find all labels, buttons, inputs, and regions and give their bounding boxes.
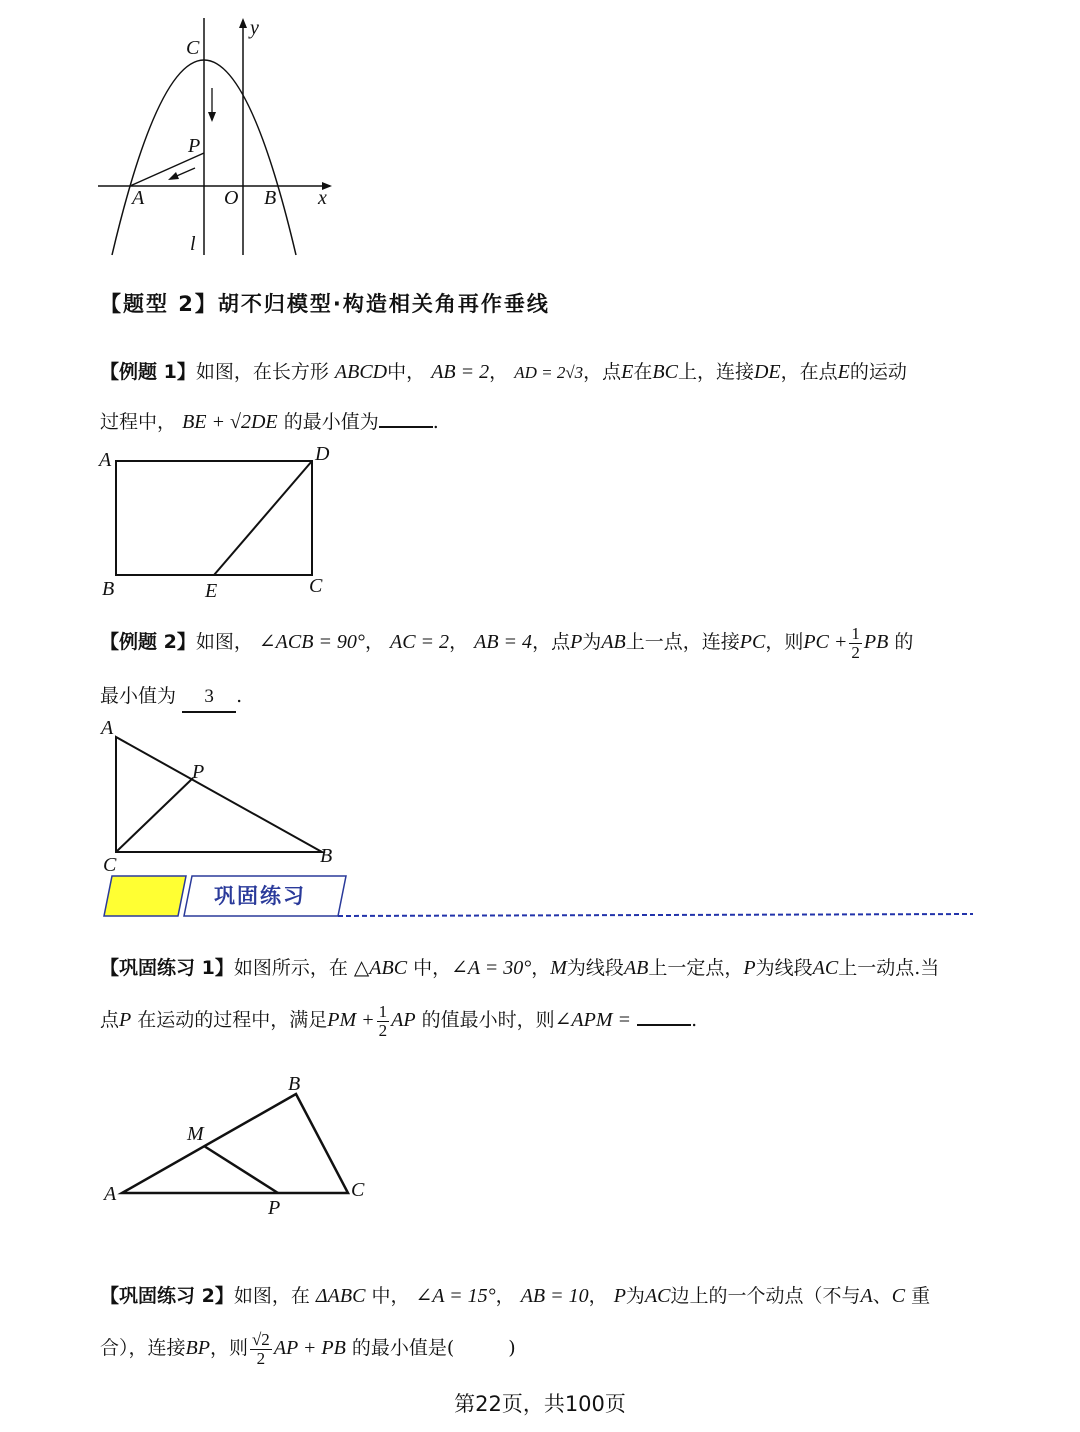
y-axis-arrow [239,18,247,28]
text: 如图，在长方形 [195,361,329,383]
math-pc: PC [739,631,766,653]
practice1-line1 [100,954,939,982]
math-e: E [621,361,634,383]
text: ，点 [532,631,571,653]
answer-value: 3 [182,683,236,713]
math-expr: BE + √2DE [182,411,278,433]
math-pc: PC + [803,631,848,653]
text: 的最小值为 [283,411,379,433]
math-ab: AB = 2 [431,361,490,383]
text: 中， [413,957,452,979]
label-a: A [104,1183,117,1205]
text: 中， [371,1285,410,1307]
label-c: C [351,1179,365,1201]
text: 的 [894,631,914,653]
arrow-left-head [168,172,179,180]
text: 重 [911,1285,931,1307]
rectangle-abcd [116,461,312,575]
math-ac: AC [644,1285,671,1307]
math-ab: AB = 4 [474,631,533,653]
text: 的值最小时，则 [421,1009,555,1031]
text: . [236,685,243,707]
label-e: E [205,580,218,602]
text: 在运动的过程中，满足 [137,1009,328,1031]
numerator: 1 [378,1001,388,1021]
math-ab: AB [601,631,626,653]
math-triangle: ΔABC [315,1285,366,1307]
text: 如图， [195,631,253,653]
math-angle: ∠A = 30° [451,957,532,979]
label-p: P [268,1197,281,1218]
text: 为线段 [755,957,813,979]
banner-dashed-line [338,914,973,916]
answer-blank [379,406,433,428]
label-a: A [132,187,145,209]
denominator: 2 [256,1348,266,1368]
math-ap: AP [391,1009,416,1031]
math-ac: AC = 2 [390,631,450,653]
example1-tag: 【例题 1】 [100,361,196,383]
practice1-line2 [100,1000,697,1040]
text: 点 [100,1009,120,1031]
segment-de [214,461,312,575]
label-b: B [288,1073,301,1095]
math-a: A [860,1285,873,1307]
triangle-figure-acb [95,712,355,877]
math-pm: PM + [327,1009,375,1031]
fraction [849,625,862,662]
label-c: C [309,575,323,597]
example2-tag: 【例题 2】 [100,631,196,653]
text: ， [489,361,509,383]
text: 的运动 [849,361,907,383]
math-c: C [891,1285,906,1307]
text: 如图所示，在 [233,957,348,979]
example1-line1 [100,358,907,387]
denominator: 2 [378,1020,388,1040]
text: . [432,411,439,433]
text: 、 [872,1285,892,1307]
example2-line2 [100,682,242,713]
practice-banner-title: 巩固练习 [214,884,306,908]
practice1-tag: 【巩固练习 1】 [100,957,234,979]
text: 上一点，连接 [625,631,740,653]
text: ) [508,1337,516,1359]
label-c: C [103,854,117,876]
label-l: l [190,233,196,255]
arrow-down-head [208,112,216,122]
rectangle-figure [95,440,345,605]
numerator: 1 [851,623,860,643]
text: 边上的一个动点（不与 [670,1285,861,1307]
example1-line2 [100,406,439,436]
label-p: P [188,135,201,157]
page-footer: 第22页，共100页 [454,1392,626,1416]
math-ac: AC [812,957,839,979]
math-p: P [570,631,583,653]
practice2-tag: 【巩固练习 2】 [100,1285,234,1307]
text: ，则 [765,631,804,653]
math-angle: ∠ACB = 90° [258,631,365,653]
triangle-abc [122,1094,348,1193]
label-m: M [187,1123,204,1145]
section-heading: 【题型 2】胡不归模型·构造相关角再作垂线 [100,292,550,316]
practice2-line2 [100,1326,516,1370]
text: 最小值为 [100,685,177,707]
math-angle: ∠A = 15° [415,1285,496,1307]
banner-accent-block [104,876,186,916]
label-o: O [224,187,239,209]
text: ，点 [583,361,622,383]
numerator: √2 [251,1329,270,1349]
label-b: B [264,187,277,209]
text: 的最小值是( [351,1337,455,1359]
text: ， [495,1285,515,1307]
text: ，则 [209,1337,248,1359]
math-ad: AD = 2√3 [514,363,584,382]
text: 如图，在 [233,1285,310,1307]
text: 上一动点. [838,957,921,979]
denominator: 2 [851,642,860,662]
example2-line1 [100,622,913,662]
label-c: C [186,37,200,59]
math-apm: ∠APM = [554,1009,632,1031]
text: 上一定点， [648,957,744,979]
triangle-figure-abc [98,1068,388,1218]
math-ab: AB [623,957,649,979]
text: 在 [633,361,653,383]
math-triangle: △ABC [353,957,408,979]
label-a: A [99,449,112,471]
label-x: x [318,187,327,209]
text: 合），连接 [100,1337,186,1359]
text: 为 [582,631,602,653]
fraction [377,1003,390,1040]
fraction [250,1331,272,1368]
practice2-line1 [100,1282,930,1310]
label-y: y [250,17,259,39]
text: ， [364,631,384,653]
segment-pc [116,778,193,852]
math-bp: BP [185,1337,210,1359]
math-expr: AP + PB [273,1337,346,1359]
parabola-figure [90,10,350,260]
math-ab: AB = 10 [520,1285,589,1307]
math-de: DE [753,361,781,383]
math-m: M [550,957,567,979]
text: . [691,1009,698,1031]
text: 为线段 [566,957,624,979]
text: ，在点 [780,361,838,383]
label-b: B [102,578,115,600]
text: 当 [920,957,940,979]
math-p: P [743,957,756,979]
math-abcd: ABCD [334,361,388,383]
math-e: E [837,361,850,383]
triangle-acb [116,737,322,852]
answer-blank [637,1004,691,1026]
label-a: A [101,717,114,739]
text: ， [531,957,551,979]
math-p: P [119,1009,132,1031]
segment-mp [204,1146,278,1193]
math-pb: PB [863,631,889,653]
label-p: P [192,761,205,783]
text: ， [449,631,469,653]
label-b: B [320,845,333,867]
text: 过程中， [100,411,177,433]
text: 为 [625,1285,645,1307]
text: 中， [387,361,426,383]
text: ， [588,1285,608,1307]
math-p: P [613,1285,626,1307]
label-d: D [315,443,330,465]
math-bc: BC [652,361,678,383]
text: 上，连接 [677,361,754,383]
